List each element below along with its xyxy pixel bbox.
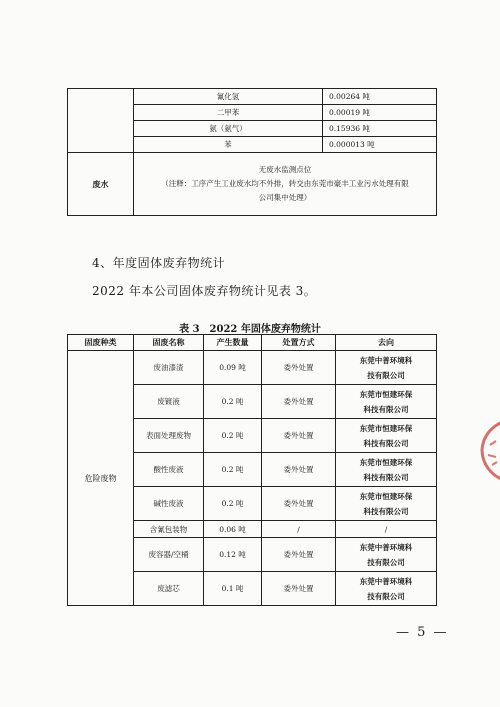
waste-method: 委外处置 (262, 572, 336, 606)
pollutant-value: 0.15936 吨 (323, 121, 437, 137)
waste-name: 废滤芯 (134, 572, 204, 606)
waste-name: 废油漆渣 (134, 351, 204, 385)
table-header-row (68, 335, 437, 351)
pollutant-value: 0.00264 吨 (323, 89, 437, 105)
waste-qty: 0.06 吨 (204, 521, 262, 538)
waste-method: 委外处置 (262, 385, 336, 419)
dest-line2: 技有限公司 (367, 591, 405, 601)
dest-line2: 科技有限公司 (363, 404, 409, 414)
waste-method: 委外处置 (262, 351, 336, 385)
waste-destination (336, 351, 437, 385)
waste-destination (336, 419, 437, 453)
waste-qty: 0.2 吨 (204, 453, 262, 487)
dest-line2: 科技有限公司 (363, 472, 409, 482)
dest-line1: 东莞中普环境科 (359, 576, 413, 586)
waste-name: 废镀液 (134, 385, 204, 419)
dest-line1: 东莞市恒建环保 (359, 389, 413, 399)
wastewater-line1: 无废水监测点位 (258, 165, 312, 174)
pollutant-value: 0.000013 吨 (323, 137, 437, 153)
table-row (68, 351, 437, 385)
waste-qty: 0.2 吨 (204, 487, 262, 521)
dest-line2: 技有限公司 (367, 370, 405, 380)
waste-name: 表面处理废物 (134, 419, 204, 453)
table-cell (68, 89, 134, 153)
column-header: 去向 (336, 335, 437, 351)
waste-method: 委外处置 (262, 487, 336, 521)
pollutant-name: 苯 (134, 137, 323, 153)
waste-name: 含氰包装物 (134, 521, 204, 538)
waste-category: 危险废物 (68, 351, 134, 606)
dest-line2: 科技有限公司 (363, 506, 409, 516)
waste-qty: 0.2 吨 (204, 385, 262, 419)
column-header: 产生数量 (204, 335, 262, 351)
section-heading: 4、年度固体废弃物统计 (92, 256, 226, 270)
dest-line1: 东莞市恒建环保 (359, 457, 413, 467)
waste-qty: 0.1 吨 (204, 572, 262, 606)
wastewater-note (134, 153, 437, 216)
dest-line1: 东莞市恒建环保 (359, 491, 413, 501)
wastewater-line3: 公司集中处理） (258, 193, 312, 202)
solid-waste-table (67, 334, 437, 606)
waste-destination (336, 453, 437, 487)
waste-qty: 0.12 吨 (204, 538, 262, 572)
emissions-table (67, 88, 437, 216)
waste-method: / (262, 521, 336, 538)
table-row (68, 153, 437, 216)
waste-destination (336, 572, 437, 606)
column-header: 处置方式 (262, 335, 336, 351)
waste-method: 委外处置 (262, 419, 336, 453)
table-caption: 表 3 2022 年固体废弃物统计 (179, 324, 321, 335)
waste-method: 委外处置 (262, 453, 336, 487)
waste-name: 废容器/空桶 (134, 538, 204, 572)
waste-qty: 0.2 吨 (204, 419, 262, 453)
waste-destination (336, 538, 437, 572)
paragraph: 2022 年本公司固体废弃物统计见表 3。 (92, 284, 317, 298)
pollutant-name: 氨（氨气） (134, 121, 323, 137)
waste-name: 碱性废液 (134, 487, 204, 521)
pollutant-name: 二甲苯 (134, 105, 323, 121)
pollutant-value: 0.00019 吨 (323, 105, 437, 121)
dest-line1: 东莞市恒建环保 (359, 423, 413, 433)
waste-destination (336, 487, 437, 521)
dest-line1: 东莞中普环境科 (359, 355, 413, 365)
page-number: — 5 — (396, 625, 449, 640)
waste-method: 委外处置 (262, 538, 336, 572)
seal-stamp-icon (474, 415, 500, 485)
pollutant-name: 氰化氢 (134, 89, 323, 105)
dest-line2: 技有限公司 (367, 557, 405, 567)
waste-qty: 0.09 吨 (204, 351, 262, 385)
column-header: 固废种类 (68, 335, 134, 351)
dest-line1: 东莞中普环境科 (359, 542, 413, 552)
wastewater-line2: （注释：工序产生工业废水均不外排，转交由东莞市豪丰工业污水处理有限 (161, 179, 409, 188)
table-row (68, 89, 437, 105)
waste-destination: / (336, 521, 437, 538)
wastewater-category: 废水 (68, 153, 134, 216)
waste-destination (336, 385, 437, 419)
column-header: 固废名称 (134, 335, 204, 351)
waste-name: 酸性废液 (134, 453, 204, 487)
dest-line2: 科技有限公司 (363, 438, 409, 448)
